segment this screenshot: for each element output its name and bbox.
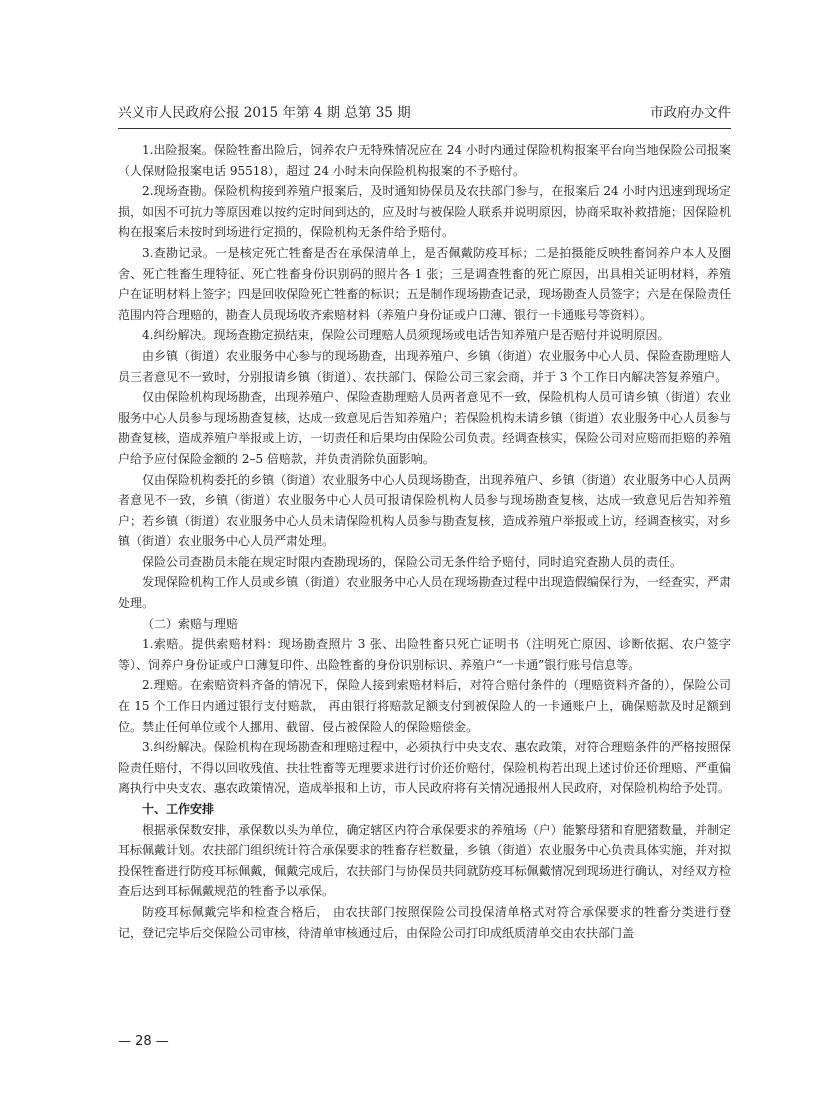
paragraph: 根据承保数安排，承保数以头为单位，确定辖区内符合承保要求的养殖场（户）能繁母猪和育肥猪数量，并制定耳标佩戴计划。农扶部门组织统计符合承保要求的牲畜存栏数量，乡镇（街道）农业服务中心负责具体实施，并对拟投保牲畜进行防疫耳标佩戴，佩戴完成后，农扶部门与协保员共同就防疫耳标佩戴情况到现场进行确认，对经双方检查后达到耳标佩戴规范的牲畜予以承保。 [118,822,731,899]
paragraph: 仅由保险机构委托的乡镇（街道）农业服务中心人员现场勘查，出现养殖户、乡镇（街道）农业服务中心人员两者意见不一致，乡镇（街道）农业服务中心人员可报请保险机构人员参与现场勘查复核，达成一致意见后告知养殖户；若乡镇（街道）农业服务中心人员未请保险机构人员参与勘查复核，造成养殖户举报或上访，经调查核实，对乡镇（街道）农业服务中心人员严肃处理。 [118,472,731,549]
paragraph: 1.索赔。提供索赔材料：现场勘查照片 3 张、出险牲畜只死亡证明书（注明死亡原因、诊断依据、农户签字等）、饲养户身份证或户口薄复印件、出险牲畜的身份识别标识、养殖户“一卡通”银行账号信息等。 [118,637,731,672]
paragraph: 2.现场查勘。保险机构接到养殖户报案后，及时通知协保员及农扶部门参与，在报案后 24 小时内迅速到现场定损，如因不可抗力等原因难以按约定时间到达的，应及时与被保险人联系并说明原因，协商采取补救措施；因保险机构在报案后未按时到场进行定损的，保险机构无条件给予赔付。 [118,184,731,240]
paragraph: 2.理赔。在索赔资料齐备的情况下，保险人接到索赔材料后，对符合赔付条件的（理赔资料齐备的），保险公司在 15 个工作日内通过银行支付赔款， 再由银行将赔款足额支付到被保险人的一卡通账户上，确保赔款及时足额到位。禁止任何单位或个人挪用、截留、侵占被保险人的保险赔偿金。 [118,678,731,734]
paragraph: 由乡镇（街道）农业服务中心参与的现场勘查，出现养殖户、乡镇（街道）农业服务中心人员、保险查勘理赔人员三者意见不一致时，分别报请乡镇（街道）、农扶部门、保险公司三家会商，并于 3 个工作日内解决答复养殖户。 [118,348,731,384]
header-rule [118,128,731,129]
page-number: — 28 — [118,1034,169,1049]
body-text [118,140,731,943]
paragraph: 发现保险机构工作人员或乡镇（街道）农业服务中心人员在现场勘查过程中出现造假编保行为，一经查实，严肃处理。 [118,575,731,611]
section-title: 市政府办文件 [650,105,731,121]
paragraph: 防疫耳标佩戴完毕和检查合格后， 由农扶部门按照保险公司投保清单格式对符合承保要求的牲畜分类进行登记，登记完毕后交保险公司审核，待清单审核通过后，由保险公司打印成纸质清单交由农扶部门盖 [118,904,731,940]
paragraph: 3.纠纷解决。保险机构在现场勘查和理赔过程中，必须执行中央支农、惠农政策，对符合理赔条件的严格按照保险责任赔付，不得以回收残值、扶壮牲畜等无理要求进行讨价还价赔付，保险机构若出现上述讨价还价理赔、严重偏离执行中央支农、惠农政策情况，造成举报和上访，市人民政府将有关情况通报州人民政府，对保险机构给予处罚。 [118,740,731,796]
page-header [118,103,731,123]
subsection-heading: （二）索赔与理赔 [142,616,239,631]
paragraph: 3.查勘记录。一是核定死亡牲畜是否在承保清单上，是否佩戴防疫耳标；二是拍摄能反映牲畜饲养户本人及圈舍、死亡牲畜生理特征、死亡牲畜身份识别码的照片各 1 张；三是调查牲畜的死亡原因，出具相关证明材料，养殖户在证明材料上签字；四是回收保险死亡牲畜的标识；五是制作现场勘查记录，现场勘查人员签字；六是在保险责任范围内符合理赔的，勘查人员现场收齐索赔材料（养殖户身份证或户口薄、银行一卡通账号等资料）。 [118,245,731,322]
paragraph: 仅由保险机构现场勘查，出现养殖户、保险查勘理赔人员两者意见不一致，保险机构人员可请乡镇（街道）农业服务中心人员参与现场勘查复核，达成一致意见后告知养殖户；若保险机构未请乡镇（街道）农业服务中心人员参与勘查复核，造成养殖户举报或上访，一切责任和后果均由保险公司负责。经调查核实，保险公司对应赔而拒赔的养殖户给予应付保险金额的 2–5 倍赔款，并负责消除负面影响。 [118,390,731,466]
publication-title: 兴义市人民政府公报 2015 年第 4 期 总第 35 期 [118,105,411,121]
paragraph: 1.出险报案。保险牲畜出险后，饲养农户无特殊情况应在 24 小时内通过保险机构报案平台向当地保险公司报案（人保财险报案电话 95518），超过 24 小时未向保险机构报案的不予赔付。 [118,143,731,178]
paragraph: 4.纠纷解决。现场查勘定损结束，保险公司理赔人员须现场或电话告知养殖户是否赔付并说明原因。 [142,328,670,343]
section-heading: 十、工作安排 [142,802,215,816]
paragraph: 保险公司查勘员未能在规定时限内查勘现场的，保险公司无条件给予赔付，同时追究查勘人员的责任。 [142,554,683,569]
